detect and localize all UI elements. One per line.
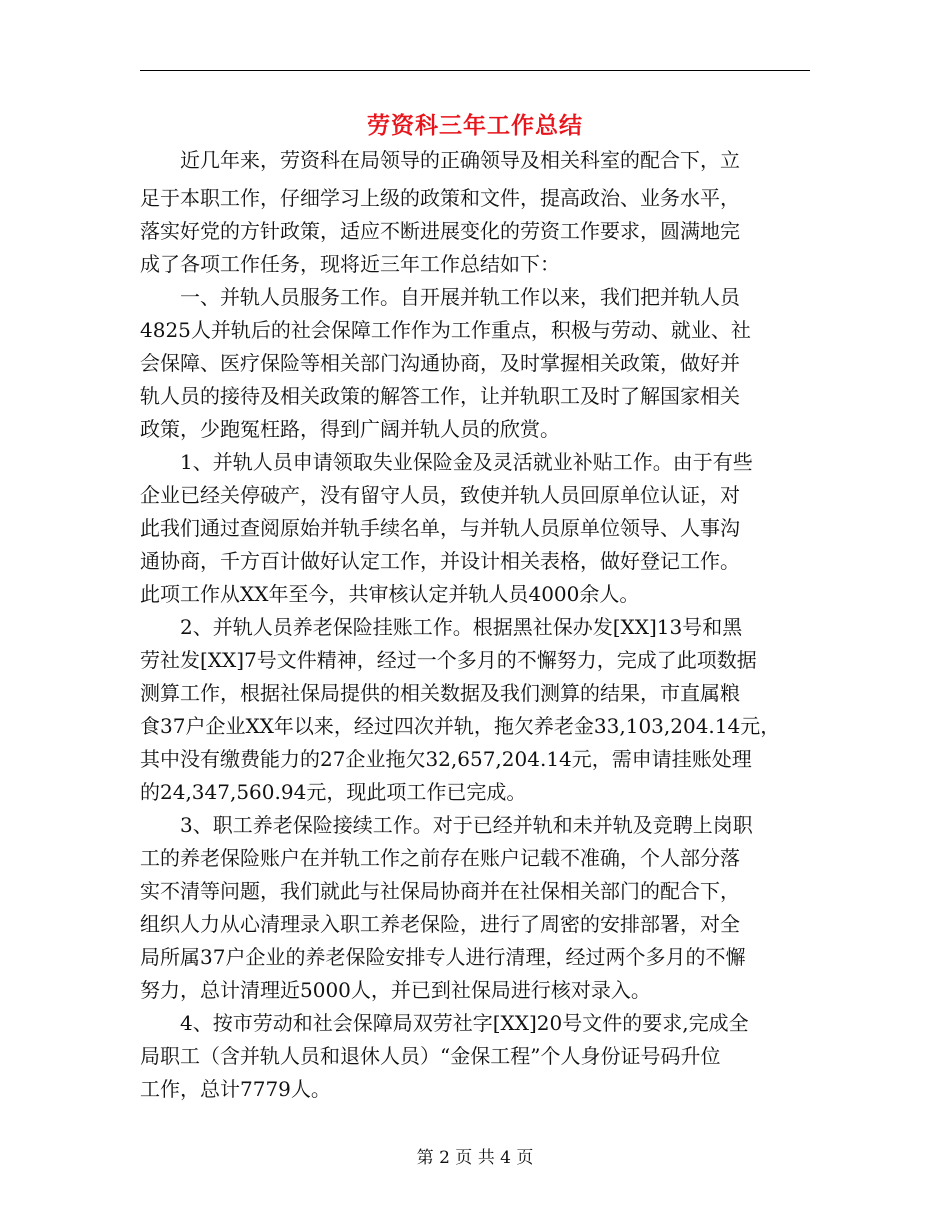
body-line: 成了各项工作任务，现将近三年工作总结如下： <box>140 252 560 276</box>
body-line: 局职工（含并轨人员和退休人员）“金保工程”个人身份证号码升位 <box>140 1044 721 1068</box>
body-line: 足于本职工作，仔细学习上级的政策和文件，提高政治、业务水平， <box>140 186 740 210</box>
document-title: 劳资科三年工作总结 <box>367 112 583 139</box>
header-rule <box>140 70 810 71</box>
body-line: 的24,347,560.94元，现此项工作已完成。 <box>140 780 527 804</box>
body-line: 此项工作从XX年至今，共审核认定并轨人员4000余人。 <box>140 582 640 606</box>
page-number-footer: 第 2 页 共 4 页 <box>416 1148 534 1168</box>
body-line: 4825人并轨后的社会保障工作作为工作重点，积极与劳动、就业、社 <box>140 318 751 342</box>
body-line: 1、并轨人员申请领取失业保险金及灵活就业补贴工作。由于有些 <box>140 450 753 474</box>
body-line: 政策，少跑冤枉路，得到广阔并轨人员的欣赏。 <box>140 417 560 441</box>
body-line: 工的养老保险账户在并轨工作之前存在账户记载不准确，个人部分落 <box>140 846 740 870</box>
body-line: 食37户企业XX年以来，经过四次并轨，拖欠养老金33,103,204.14元， <box>140 714 781 738</box>
body-line: 其中没有缴费能力的27企业拖欠32,657,204.14元，需申请挂账处理 <box>140 747 752 771</box>
body-line: 局所属37户企业的养老保险安排专人进行清理，经过两个多月的不懈 <box>140 945 746 969</box>
body-line: 2、并轨人员养老保险挂账工作。根据黑社保办发[XX]13号和黑 <box>140 615 743 639</box>
body-line: 企业已经关停破产，没有留守人员，致使并轨人员回原单位认证，对 <box>140 483 740 507</box>
body-line: 轨人员的接待及相关政策的解答工作，让并轨职工及时了解国家相关 <box>140 384 740 408</box>
body-line: 通协商，千方百计做好认定工作，并设计相关表格，做好登记工作。 <box>140 549 740 573</box>
body-line: 4、按市劳动和社会保障局双劳社字[XX]20号文件的要求,完成全 <box>140 1011 749 1035</box>
body-line: 劳社发[XX]7号文件精神，经过一个多月的不懈努力，完成了此项数据 <box>140 648 757 672</box>
body-line: 努力，总计清理近5000人，并已到社保局进行核对录入。 <box>140 978 651 1002</box>
body-line: 一、并轨人员服务工作。自开展并轨工作以来，我们把并轨人员 <box>140 285 740 309</box>
body-line: 组织人力从心清理录入职工养老保险，进行了周密的安排部署，对全 <box>140 912 740 936</box>
body-line: 3、职工养老保险接续工作。对于已经并轨和未并轨及竞聘上岗职 <box>140 813 753 837</box>
body-line: 落实好党的方针政策，适应不断进展变化的劳资工作要求，圆满地完 <box>140 219 740 243</box>
body-line: 此我们通过查阅原始并轨手续名单，与并轨人员原单位领导、人事沟 <box>140 516 740 540</box>
body-line: 工作，总计7779人。 <box>140 1077 331 1101</box>
body-line: 会保障、医疗保险等相关部门沟通协商，及时掌握相关政策，做好并 <box>140 351 740 375</box>
body-line: 测算工作，根据社保局提供的相关数据及我们测算的结果，市直属粮 <box>140 681 740 705</box>
body-line: 实不清等问题，我们就此与社保局协商并在社保相关部门的配合下， <box>140 879 740 903</box>
body-line: 近几年来，劳资科在局领导的正确领导及相关科室的配合下，立 <box>140 148 740 172</box>
